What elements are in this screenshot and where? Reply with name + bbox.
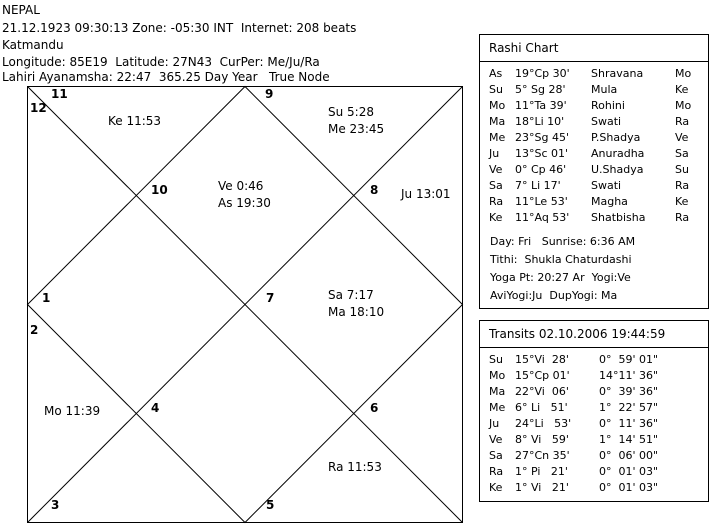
table-row bbox=[489, 432, 695, 448]
rashi-chart-panel bbox=[479, 34, 709, 309]
nakshatra-cell: P.Shadya bbox=[591, 131, 641, 144]
table-row bbox=[489, 114, 699, 130]
speed-cell: 0° 11' 36" bbox=[599, 417, 659, 430]
nakshatra-cell: Shravana bbox=[591, 67, 644, 80]
nakshatra-cell: U.Shadya bbox=[591, 163, 644, 176]
longitude-cell: 1° Pi 21' bbox=[515, 465, 568, 478]
lord-cell: Ra bbox=[675, 179, 690, 192]
planet-cell: Ve bbox=[489, 433, 503, 446]
longitude-cell: 8° Vi 59' bbox=[515, 433, 569, 446]
house-number-8: 8 bbox=[370, 183, 379, 197]
lord-cell: Mo bbox=[675, 67, 692, 80]
header-coords: Longitude: 85E19 Latitude: 27N43 CurPer: Me/Ju/Ra bbox=[2, 55, 320, 69]
planet-mo: Mo 11:39 bbox=[44, 404, 101, 418]
speed-cell: 0° 39' 36" bbox=[599, 385, 659, 398]
longitude-cell: 18°Li 10' bbox=[515, 115, 565, 128]
longitude-cell: 13°Sc 01' bbox=[515, 147, 569, 160]
longitude-cell: 19°Cp 30' bbox=[515, 67, 570, 80]
house-number-1: 1 bbox=[42, 291, 51, 305]
planet-cell: Ke bbox=[489, 481, 503, 494]
table-row bbox=[489, 210, 699, 226]
nakshatra-cell: Rohini bbox=[591, 99, 625, 112]
longitude-cell: 27°Cn 35' bbox=[515, 449, 570, 462]
lord-cell: Ve bbox=[675, 131, 689, 144]
table-row bbox=[489, 178, 699, 194]
longitude-cell: 11°Aq 53' bbox=[515, 211, 570, 224]
table-row bbox=[489, 384, 695, 400]
nakshatra-cell: Swati bbox=[591, 115, 622, 128]
planet-as: As 19:30 bbox=[218, 196, 271, 210]
table-row bbox=[489, 146, 699, 162]
table-row bbox=[489, 162, 699, 178]
house-number-11: 11 bbox=[51, 87, 68, 101]
speed-cell: 14°11' 36" bbox=[599, 369, 659, 382]
planet-cell: Me bbox=[489, 401, 506, 414]
lord-cell: Ke bbox=[675, 195, 689, 208]
rashi-avi-yogi: AviYogi:Ju DupYogi: Ma bbox=[490, 289, 618, 302]
table-row bbox=[489, 352, 695, 368]
lord-cell: Sa bbox=[675, 147, 689, 160]
rashi-chart-table bbox=[489, 66, 699, 226]
planet-cell: Su bbox=[489, 353, 503, 366]
planet-ke: Ke 11:53 bbox=[108, 114, 162, 128]
longitude-cell: 15°Cp 01' bbox=[515, 369, 570, 382]
house-number-9: 9 bbox=[265, 87, 274, 101]
table-row bbox=[489, 130, 699, 146]
header-city: Katmandu bbox=[2, 38, 64, 52]
longitude-cell: 11°Ta 39' bbox=[515, 99, 567, 112]
table-row bbox=[489, 480, 695, 496]
planet-ju: Ju 13:01 bbox=[401, 187, 451, 201]
table-row bbox=[489, 368, 695, 384]
planet-cell: Sa bbox=[489, 449, 503, 462]
planet-cell: Mo bbox=[489, 99, 506, 112]
longitude-cell: 22°Vi 06' bbox=[515, 385, 569, 398]
planet-ve: Ve 0:46 bbox=[218, 179, 264, 193]
longitude-cell: 6° Li 51' bbox=[515, 401, 568, 414]
nakshatra-cell: Anuradha bbox=[591, 147, 645, 160]
house-number-7: 7 bbox=[266, 291, 275, 305]
speed-cell: 0° 01' 03" bbox=[599, 465, 659, 478]
rashi-tithi: Tithi: Shukla Chaturdashi bbox=[490, 253, 632, 266]
nakshatra-cell: Magha bbox=[591, 195, 628, 208]
planet-cell: Ra bbox=[489, 195, 504, 208]
planet-ma: Ma 18:10 bbox=[328, 305, 385, 319]
speed-cell: 0° 59' 01" bbox=[599, 353, 659, 366]
table-row bbox=[489, 82, 699, 98]
planet-cell: Mo bbox=[489, 369, 506, 382]
speed-cell: 0° 06' 00" bbox=[599, 449, 659, 462]
speed-cell: 0° 01' 03" bbox=[599, 481, 659, 494]
planet-ra: Ra 11:53 bbox=[328, 460, 382, 474]
planet-su: Su 5:28 bbox=[328, 105, 374, 119]
longitude-cell: 7° Li 17' bbox=[515, 179, 561, 192]
header-ayanamsha: Lahiri Ayanamsha: 22:47 365.25 Day Year True Node bbox=[2, 70, 330, 84]
header-datetime: 21.12.1923 09:30:13 Zone: -05:30 INT Internet: 208 beats bbox=[2, 21, 357, 35]
planet-me: Me 23:45 bbox=[328, 122, 385, 136]
planet-cell: Sa bbox=[489, 179, 503, 192]
nakshatra-cell: Mula bbox=[591, 83, 618, 96]
transits-table bbox=[489, 352, 695, 496]
house-number-10: 10 bbox=[151, 183, 168, 197]
transits-panel bbox=[479, 320, 709, 502]
longitude-cell: 1° Vi 21' bbox=[515, 481, 569, 494]
planet-cell: Ra bbox=[489, 465, 504, 478]
rashi-day: Day: Fri Sunrise: 6:36 AM bbox=[490, 235, 636, 248]
house-number-5: 5 bbox=[266, 498, 275, 512]
nakshatra-cell: Swati bbox=[591, 179, 622, 192]
planet-cell: Ve bbox=[489, 163, 503, 176]
lord-cell: Ra bbox=[675, 211, 690, 224]
house-number-4: 4 bbox=[151, 401, 160, 415]
header-place: NEPAL bbox=[2, 3, 40, 17]
speed-cell: 1° 14' 51" bbox=[599, 433, 659, 446]
table-row bbox=[489, 98, 699, 114]
planet-cell: Ju bbox=[489, 417, 500, 430]
longitude-cell: 24°Li 53' bbox=[515, 417, 572, 430]
house-number-12: 12 bbox=[30, 101, 47, 115]
table-row bbox=[489, 448, 695, 464]
rashi-chart-title: Rashi Chart bbox=[480, 35, 708, 62]
transits-title: Transits 02.10.2006 19:44:59 bbox=[480, 321, 708, 348]
speed-cell: 1° 22' 57" bbox=[599, 401, 659, 414]
lord-cell: Ke bbox=[675, 83, 689, 96]
planet-cell: Ke bbox=[489, 211, 503, 224]
planet-cell: Ma bbox=[489, 385, 506, 398]
planet-cell: Me bbox=[489, 131, 506, 144]
rashi-yoga: Yoga Pt: 20:27 Ar Yogi:Ve bbox=[490, 271, 631, 284]
lord-cell: Su bbox=[675, 163, 689, 176]
longitude-cell: 5° Sg 28' bbox=[515, 83, 566, 96]
lord-cell: Mo bbox=[675, 99, 692, 112]
longitude-cell: 15°Vi 28' bbox=[515, 353, 569, 366]
planet-cell: As bbox=[489, 67, 503, 80]
house-number-2: 2 bbox=[30, 323, 39, 337]
longitude-cell: 23°Sg 45' bbox=[515, 131, 569, 144]
lord-cell: Ra bbox=[675, 115, 690, 128]
table-row bbox=[489, 400, 695, 416]
house-number-6: 6 bbox=[370, 401, 379, 415]
house-number-3: 3 bbox=[51, 498, 60, 512]
table-row bbox=[489, 194, 699, 210]
table-row bbox=[489, 416, 695, 432]
longitude-cell: 11°Le 53' bbox=[515, 195, 568, 208]
table-row bbox=[489, 464, 695, 480]
planet-cell: Ju bbox=[489, 147, 500, 160]
table-row bbox=[489, 66, 699, 82]
planet-cell: Ma bbox=[489, 115, 506, 128]
longitude-cell: 0° Cp 46' bbox=[515, 163, 567, 176]
planet-cell: Su bbox=[489, 83, 503, 96]
planet-sa: Sa 7:17 bbox=[328, 288, 374, 302]
nakshatra-cell: Shatbisha bbox=[591, 211, 646, 224]
